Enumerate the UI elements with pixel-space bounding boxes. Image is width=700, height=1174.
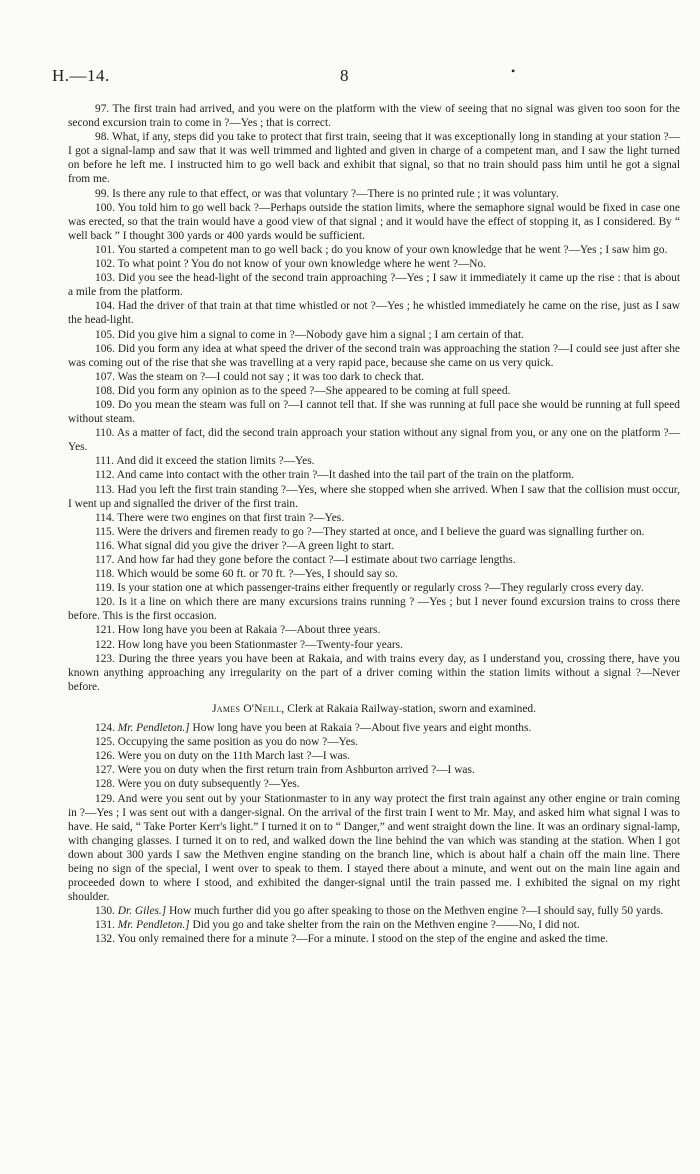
question-text: Were you on duty on the 11th March last ?—I was. bbox=[117, 750, 351, 763]
question-text: What signal did you give the driver ?—A green light to start. bbox=[117, 539, 395, 552]
testimony-body bbox=[68, 102, 680, 947]
question-text: Is your station one at which passenger-trains either frequently or regularly cross ?—They regularly cross every day. bbox=[117, 582, 644, 595]
question-paragraph bbox=[68, 342, 680, 370]
page-header bbox=[52, 66, 660, 92]
question-number: 131. bbox=[95, 919, 115, 932]
question-number: 123. bbox=[95, 652, 115, 665]
page-number: 8 bbox=[340, 66, 349, 85]
question-text: Did you see the head-light of the second train approaching ?—Yes ; I saw it immediately it came up the rise : that is about a mile from the platform. bbox=[68, 272, 680, 299]
question-paragraph bbox=[68, 623, 680, 637]
question-paragraph bbox=[68, 468, 680, 482]
question-number: 97. bbox=[95, 103, 110, 115]
question-text: Did you form any idea at what speed the driver of the second train was approaching the station ?—I could see just after she was coming out of the rise that she was travelling at a very rapid pace, because she came on us very quick. bbox=[68, 342, 680, 369]
question-text: Is it a line on which there are many excursions trains running ? —Yes ; but I never found excursion trains to cross there before. This is the first occasion. bbox=[68, 596, 681, 623]
question-text: How long have you been at Rakaia ?—About five years and eight months. bbox=[192, 722, 532, 735]
question-text: Had you left the first train standing ?—Yes, where she stopped when she arrived. When I saw that the collision must occur, I went up and signalled the driver of the first train. bbox=[68, 483, 680, 510]
question-paragraph bbox=[68, 763, 680, 777]
question-paragraph bbox=[68, 483, 680, 511]
question-number: 116. bbox=[95, 539, 115, 552]
question-paragraph bbox=[68, 257, 680, 271]
question-paragraph bbox=[68, 398, 680, 426]
question-text: How much further did you go after speaking to those on the Methven engine ?—I should say, fully 50 yards. bbox=[169, 905, 664, 918]
question-number: 98. bbox=[95, 131, 110, 144]
question-text: Were you on duty subsequently ?—Yes. bbox=[117, 778, 300, 791]
question-paragraph bbox=[68, 721, 680, 735]
question-paragraph bbox=[68, 384, 680, 398]
question-paragraph bbox=[68, 749, 680, 763]
question-paragraph bbox=[68, 792, 680, 905]
question-paragraph bbox=[68, 525, 680, 539]
witness-name: James O'Neill, bbox=[212, 702, 285, 715]
question-paragraph bbox=[68, 426, 680, 454]
question-number: 104. bbox=[95, 300, 115, 313]
question-text: How long have you been Stationmaster ?—Twenty-four years. bbox=[117, 638, 403, 651]
question-text: You started a competent man to go well back ; do you know of your own knowledge that he went ?—Yes ; I saw him go. bbox=[117, 243, 668, 256]
question-number: 112. bbox=[95, 469, 115, 482]
question-text: And were you sent out by your Stationmaster to in any way protect the first train against any other engine or train coming in ?—Yes ; I was sent out with a danger-signal. On the arrival of the first train I went to Mr. May, and asked him what signal I was to have. He said, “ Take Porter Kerr's light.” I turned it on to “ Danger,” and went straight down the line. It was an ordinary signal-lamp, with changing glasses. I turned it on to red, and walked down the line behind the van which was standing at the station. When I got down about 300 yards I saw the Methven engine standing on the branch line, which is about half a chain off the main line. There being no sign of the special, I went over to speak to them. I stayed there about a minute, and went out on the main line again and proceeded down to where I stood, and exhibited the danger-signal until the train passed me. I exhibited the signal on my right shoulder. bbox=[68, 792, 680, 904]
question-paragraph bbox=[68, 130, 680, 186]
question-text: Were you on duty when the first return train from Ashburton arrived ?—I was. bbox=[117, 764, 475, 777]
question-text: What, if any, steps did you take to protect that first train, seeing that it was exceptionally long in standing at your station ?—I got a signal-lamp and saw that it was well trimmed and lighted and given in charge of a competent man, and I saw the light turned on before he left me. I instructed him to go well back and exhibit that signal, so that no train should pass him until he got a signal from me. bbox=[68, 131, 680, 186]
question-paragraph bbox=[68, 187, 680, 201]
question-number: 100. bbox=[95, 201, 115, 214]
question-number: 130. bbox=[95, 905, 115, 918]
question-paragraph bbox=[68, 511, 680, 525]
question-number: 115. bbox=[95, 525, 115, 538]
question-number: 129. bbox=[95, 792, 115, 805]
question-text: Were the drivers and firemen ready to go ?—They started at once, and I believe the guard was signalling further on. bbox=[117, 525, 645, 538]
question-number: 110. bbox=[95, 427, 115, 440]
witness-title: Clerk at Rakaia Railway-station, sworn and examined. bbox=[284, 702, 536, 715]
testimony-group-stationmaster bbox=[68, 102, 680, 694]
question-text: Did you form any opinion as to the speed ?—She appeared to be coming at full speed. bbox=[117, 384, 511, 397]
question-number: 127. bbox=[95, 764, 115, 777]
question-number: 102. bbox=[95, 258, 115, 271]
question-number: 111. bbox=[95, 455, 115, 468]
question-text: The first train had arrived, and you were on the platform with the view of seeing that no signal was given too soon for the second excursion train to come in ?—Yes ; that is correct. bbox=[68, 103, 680, 130]
question-text: Had the driver of that train at that time whistled or not ?—Yes ; he whistled immediately he came on the rise, just as I saw the head-light. bbox=[68, 300, 680, 327]
question-text: Is there any rule to that effect, or was that voluntary ?—There is no printed rule ; it was voluntary. bbox=[112, 187, 559, 200]
question-number: 108. bbox=[95, 384, 115, 397]
question-number: 118. bbox=[95, 568, 115, 581]
question-number: 113. bbox=[95, 483, 115, 496]
question-text: And how far had they gone before the contact ?—I estimate about two carriage lengths. bbox=[116, 554, 516, 566]
question-text: Was the steam on ?—I could not say ; it was too dark to check that. bbox=[117, 370, 425, 383]
question-text: Did you give him a signal to come in ?—Nobody gave him a signal ; I am certain of that. bbox=[117, 328, 524, 341]
question-number: 105. bbox=[95, 328, 115, 341]
question-number: 109. bbox=[95, 398, 115, 411]
question-paragraph bbox=[68, 904, 680, 918]
question-paragraph bbox=[68, 638, 680, 652]
speaker-name: Mr. Pendleton.] bbox=[117, 722, 190, 735]
question-text: As a matter of fact, did the second train approach your station without any signal from you, or any one on the platform ?—Yes. bbox=[68, 427, 680, 454]
question-paragraph bbox=[68, 299, 680, 327]
question-text: Occupying the same position as you do now ?—Yes. bbox=[117, 736, 359, 749]
question-number: 114. bbox=[95, 511, 115, 524]
question-text: You only remained there for a minute ?—For a minute. I stood on the step of the engine and asked the time. bbox=[117, 933, 609, 946]
question-text: During the three years you have been at Rakaia, and with trains every day, as I understand you, crossing there, have you known anything approaching any irregularity on the part of a driver coming within the station limits without a signal ?—Never before. bbox=[68, 652, 680, 693]
question-paragraph bbox=[68, 539, 680, 553]
question-number: 122. bbox=[95, 638, 115, 651]
question-number: 107. bbox=[95, 370, 115, 383]
question-paragraph bbox=[68, 553, 680, 567]
question-paragraph bbox=[68, 370, 680, 384]
question-text: To what point ? You do not know of your own knowledge where he went ?—No. bbox=[117, 258, 486, 271]
document-reference: H.—14. bbox=[52, 66, 110, 85]
question-paragraph bbox=[68, 201, 680, 243]
testimony-group-clerk bbox=[68, 721, 680, 947]
question-number: 124. bbox=[95, 722, 115, 735]
question-number: 125. bbox=[95, 736, 115, 749]
question-paragraph bbox=[68, 918, 680, 932]
question-paragraph bbox=[68, 102, 680, 130]
question-paragraph bbox=[68, 328, 680, 342]
speaker-name: Mr. Pendleton.] bbox=[117, 919, 190, 932]
speaker-name: Dr. Giles.] bbox=[117, 905, 167, 918]
question-paragraph bbox=[68, 932, 680, 946]
question-text: Did you go and take shelter from the rain on the Methven engine ?——No, I did not. bbox=[192, 919, 580, 932]
question-number: 119. bbox=[95, 582, 115, 595]
question-paragraph bbox=[68, 243, 680, 257]
question-number: 101. bbox=[95, 243, 115, 256]
question-text: And did it exceed the station limits ?—Yes. bbox=[116, 455, 315, 468]
question-paragraph bbox=[68, 777, 680, 791]
question-text: There were two engines on that first train ?—Yes. bbox=[117, 511, 345, 524]
question-text: Which would be some 60 ft. or 70 ft. ?—Yes, I should say so. bbox=[117, 568, 398, 581]
question-number: 106. bbox=[95, 342, 115, 355]
question-text: Do you mean the steam was full on ?—I cannot tell that. If she was running at full pace she would be running at full speed without steam. bbox=[68, 398, 680, 426]
question-text: You told him to go well back ?—Perhaps outside the station limits, where the semaphore signal would be fixed in case one was erected, so that the train would have a good view of that signal ; and it would have the effect of stopping it, as I considered. By “ well back ” I thought 300 yards or 400 yards would be sufficient. bbox=[68, 201, 680, 242]
witness-heading bbox=[68, 702, 680, 716]
question-text: How long have you been at Rakaia ?—About three years. bbox=[117, 624, 381, 637]
question-paragraph bbox=[68, 271, 680, 299]
printer-mark: • bbox=[511, 64, 516, 78]
question-paragraph bbox=[68, 581, 680, 595]
question-number: 126. bbox=[95, 750, 115, 763]
question-paragraph bbox=[68, 735, 680, 749]
question-number: 120. bbox=[95, 596, 115, 609]
question-number: 132. bbox=[95, 933, 115, 946]
question-number: 128. bbox=[95, 778, 115, 791]
question-paragraph bbox=[68, 454, 680, 468]
question-number: 121. bbox=[95, 624, 115, 637]
question-paragraph bbox=[68, 595, 680, 623]
question-number: 103. bbox=[95, 272, 115, 285]
question-paragraph bbox=[68, 652, 680, 694]
question-text: And came into contact with the other train ?—It dashed into the tail part of the train on the platform. bbox=[116, 469, 575, 482]
question-number: 117. bbox=[95, 554, 115, 566]
question-paragraph bbox=[68, 567, 680, 581]
question-number: 99. bbox=[95, 187, 110, 200]
